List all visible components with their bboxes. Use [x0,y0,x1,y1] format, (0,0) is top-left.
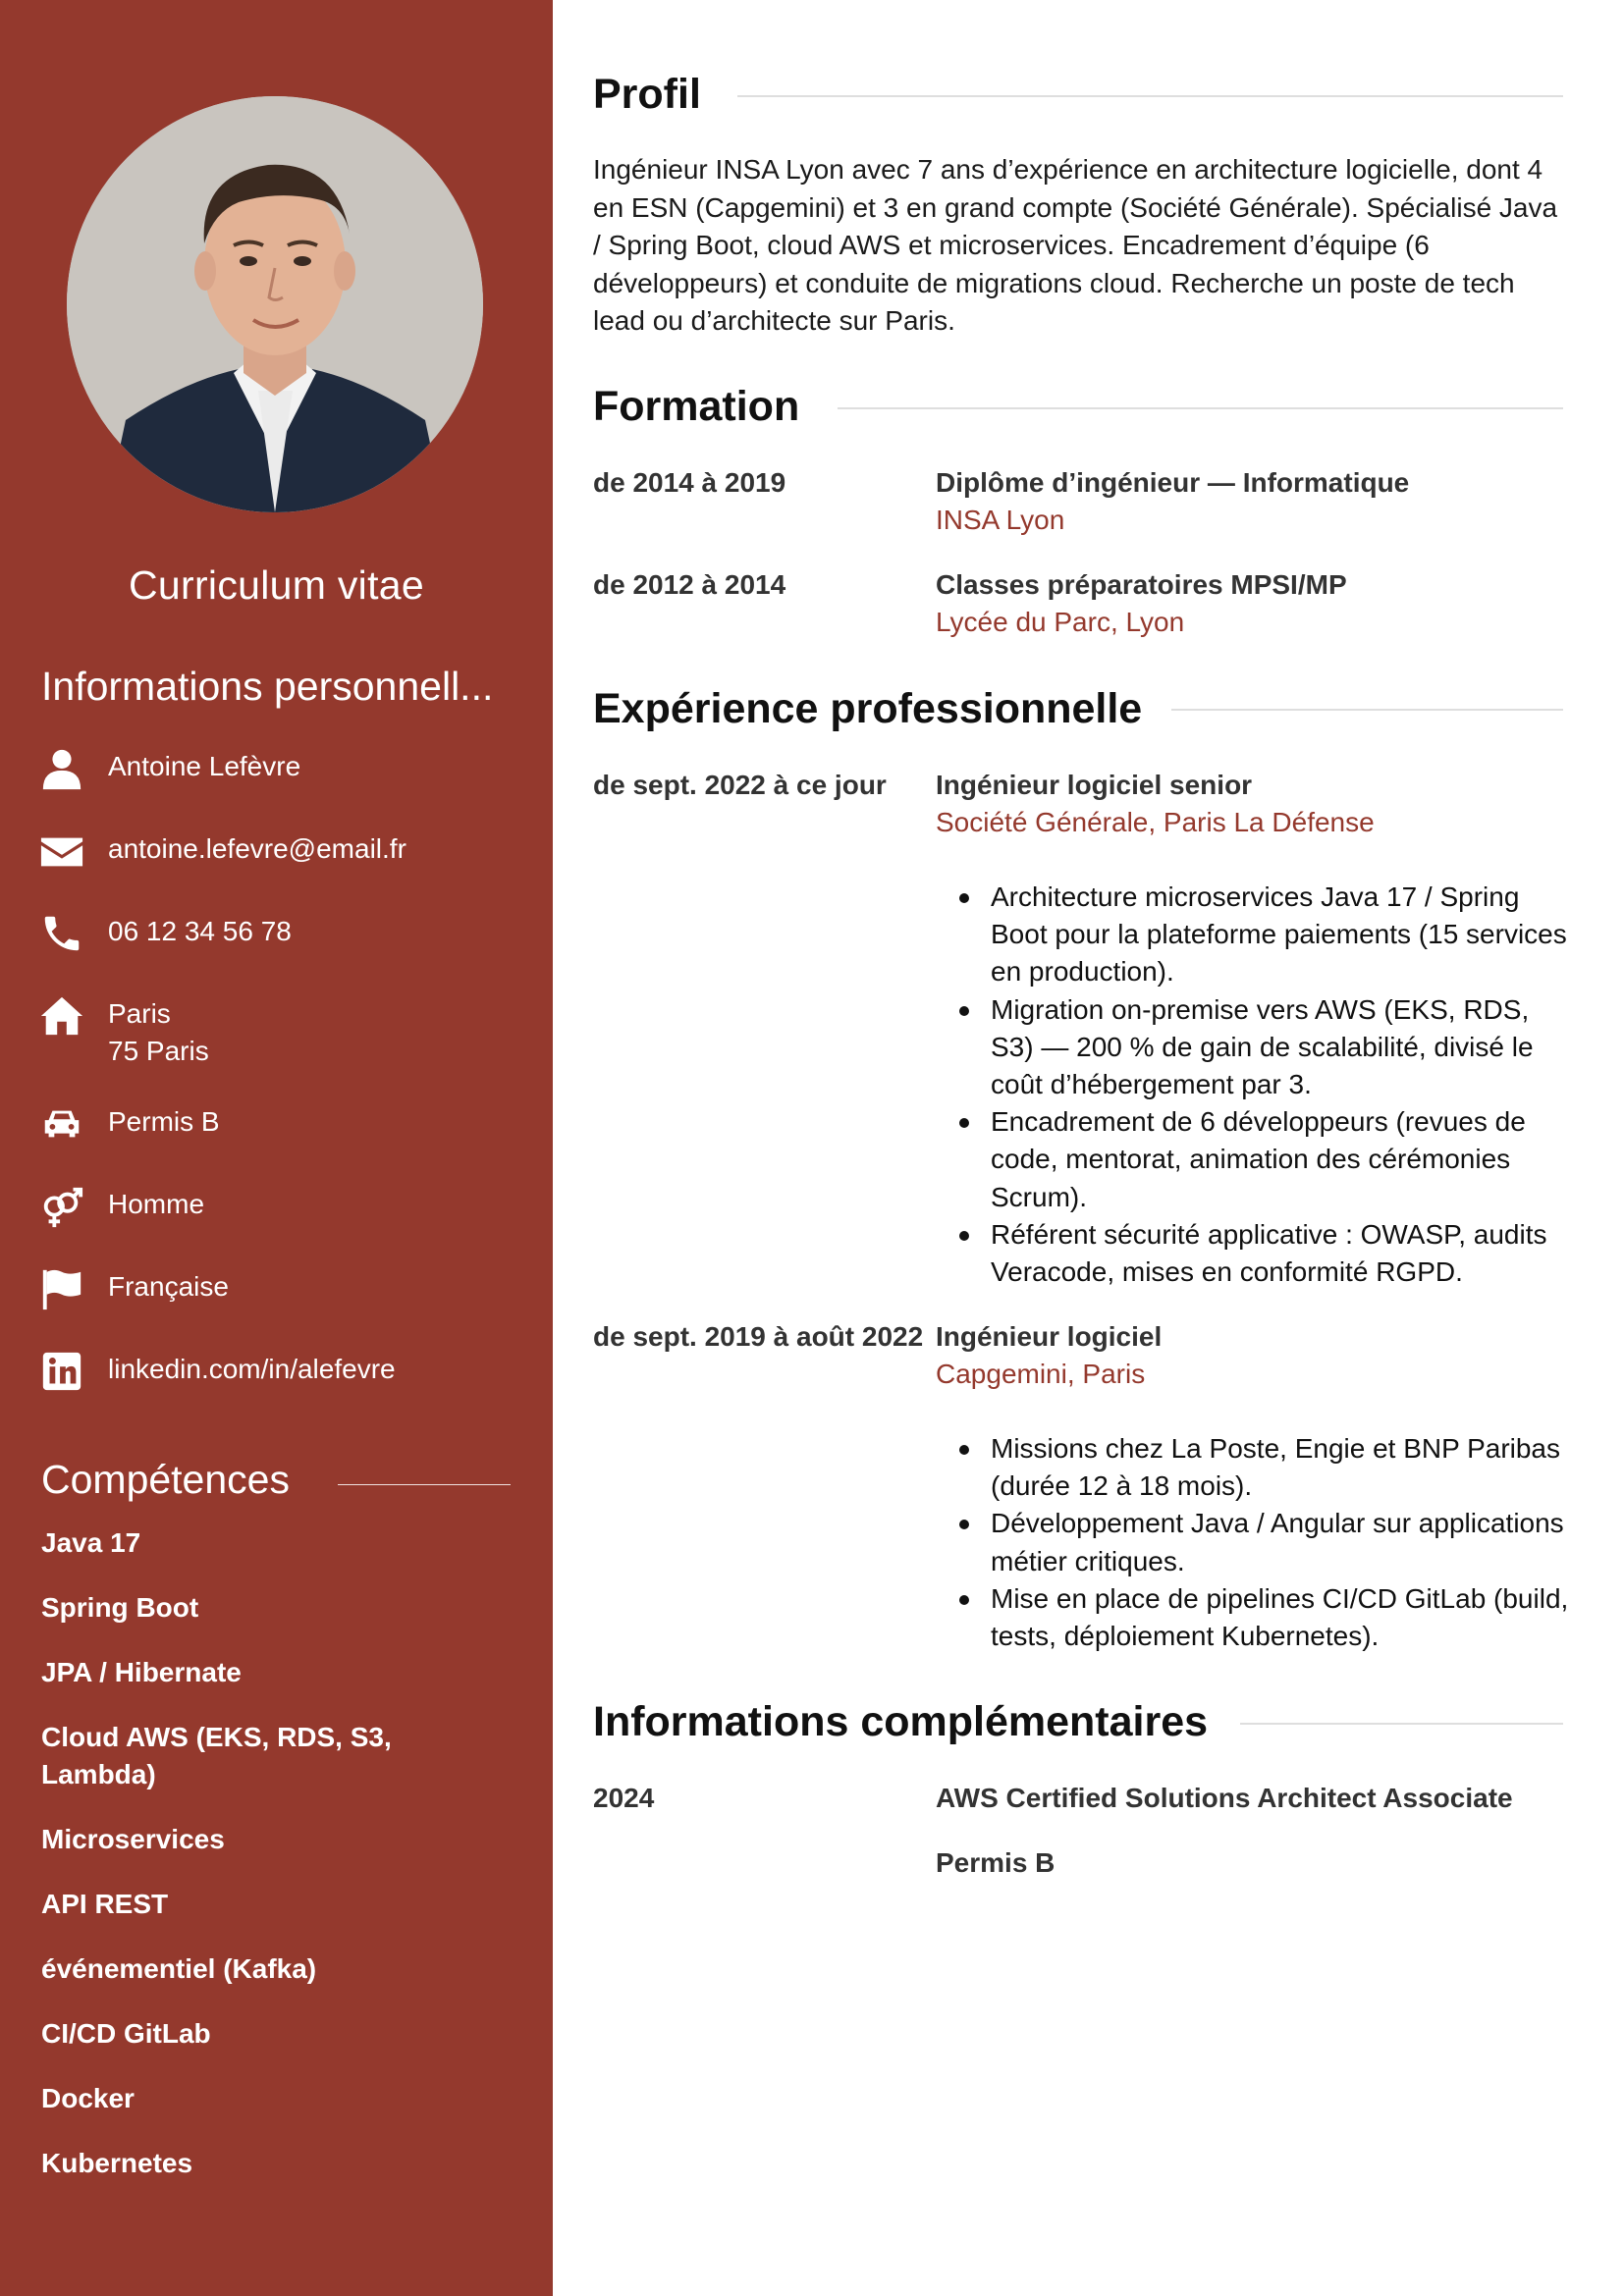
section-title-experience: Expérience professionnelle [593,685,1148,733]
linkedin-text[interactable]: linkedin.com/in/alefevre [108,1354,396,1384]
profil-text: Ingénieur INSA Lyon avec 7 ans d’expérience en architecture logicielle, dont 4 en ESN (Capgemini) et 3 en grand compte (Société Générale). Spécialisé Java / Spring Boot, cloud AWS et microservices. Encadrement d’équipe (6 développeurs) et conduite de migrations cloud. Recherche un poste de tech lead ou d’architecte sur Paris. [593,154,1558,336]
experience-company: Capgemini, Paris [936,1359,1146,1389]
name-text: Antoine Lefèvre [108,751,301,781]
info-nationality [37,1264,528,1323]
city-text: Paris [108,998,171,1029]
skills-divider [338,1484,511,1485]
info-license [37,1099,528,1158]
experience-title: Ingénieur logiciel senior [936,770,1253,800]
complementaires-title: AWS Certified Solutions Architect Associate [936,1783,1513,1813]
car-icon [37,1099,86,1148]
section-title-formation: Formation [593,383,805,431]
email-text[interactable]: antoine.lefevre@email.fr [108,833,406,864]
main-content [553,0,1624,2296]
sidebar [0,0,553,2296]
info-linkedin [37,1347,528,1406]
personal-info-heading: Informations personnell... [41,664,494,709]
formation-divider [838,407,1563,409]
phone-text: 06 12 34 56 78 [108,916,292,946]
bullet-item: Référent sécurité applicative : OWASP, audits Veracode, mises en conformité RGPD. [936,1216,1574,1291]
skill-item: événementiel (Kafka) [41,1953,317,1984]
skill-item: Docker [41,2083,135,2113]
experience-company: Société Générale, Paris La Défense [936,807,1375,837]
flag-icon [37,1264,86,1313]
formation-title: Classes préparatoires MPSI/MP [936,569,1347,600]
formation-date: de 2014 à 2019 [593,467,786,498]
info-name [37,744,528,803]
skill-item: Java 17 [41,1527,141,1558]
linkedin-icon [37,1347,86,1396]
experience-divider [1171,709,1563,711]
section-title-complementaires: Informations complémentaires [593,1698,1214,1746]
phone-icon [37,909,86,958]
experience-title: Ingénieur logiciel [936,1321,1163,1352]
bullet-item: Encadrement de 6 développeurs (revues de code, mentorat, animation des cérémonies Scrum). [936,1103,1574,1216]
skills-heading: Compétences [41,1457,290,1502]
license-text: Permis B [108,1106,220,1137]
skill-item: JPA / Hibernate [41,1657,242,1687]
bullet-item: Missions chez La Poste, Engie et BNP Paribas (durée 12 à 18 mois). [936,1430,1574,1505]
skill-item: API REST [41,1889,169,1919]
info-phone [37,909,528,968]
complementaires-date: 2024 [593,1783,655,1813]
cv-title: Curriculum vitae [129,562,424,608]
envelope-icon [37,827,86,876]
info-gender [37,1182,528,1241]
skill-item: Spring Boot [41,1592,199,1623]
experience-date: de sept. 2019 à août 2022 [593,1321,924,1352]
formation-title: Diplôme d’ingénieur — Informatique [936,467,1410,498]
formation-school: Lycée du Parc, Lyon [936,607,1185,637]
bullet-item: Migration on-premise vers AWS (EKS, RDS, S3) — 200 % de gain de scalabilité, divisé le coût d’hébergement par 3. [936,991,1574,1104]
gender-text: Homme [108,1189,205,1219]
experience-bullets [936,879,1574,1291]
formation-school: INSA Lyon [936,505,1065,535]
skill-item: Microservices [41,1824,225,1854]
info-email [37,827,528,885]
profil-divider [737,95,1563,97]
skill-item: Kubernetes [41,2148,193,2178]
postal-text: 75 Paris [108,1036,209,1066]
gender-icon [37,1182,86,1231]
complementaires-title: Permis B [936,1847,1056,1878]
formation-date: de 2012 à 2014 [593,569,786,600]
profile-photo [67,96,483,512]
complementaires-divider [1240,1723,1563,1725]
experience-bullets [936,1430,1574,1655]
home-icon [37,991,86,1041]
skill-item: CI/CD GitLab [41,2018,211,2049]
bullet-item: Mise en place de pipelines CI/CD GitLab (build, tests, déploiement Kubernetes). [936,1580,1574,1655]
user-icon [37,744,86,793]
section-title-profil: Profil [593,71,707,119]
experience-date: de sept. 2022 à ce jour [593,770,887,800]
info-address [37,991,528,1070]
bullet-item: Développement Java / Angular sur applications métier critiques. [936,1505,1574,1579]
nationality-text: Française [108,1271,229,1302]
bullet-item: Architecture microservices Java 17 / Spring Boot pour la plateforme paiements (15 services en production). [936,879,1574,991]
skill-item: Cloud AWS (EKS, RDS, S3, Lambda) [41,1722,392,1789]
